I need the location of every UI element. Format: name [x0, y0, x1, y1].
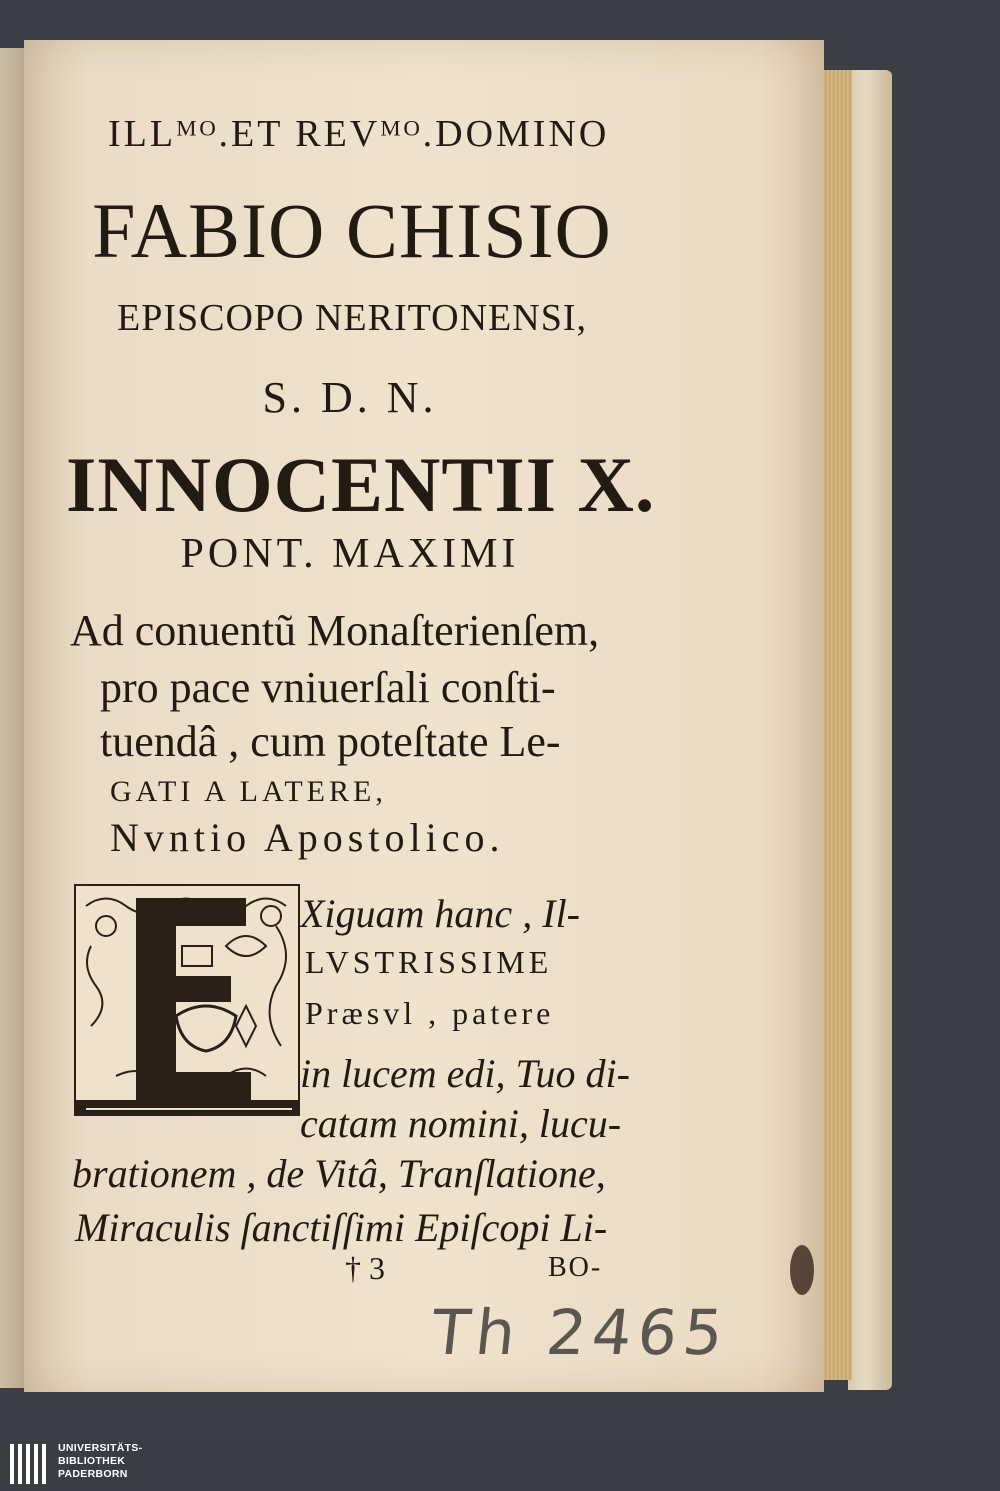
text-line: brationem , de Vitâ, Tranſlatione,: [72, 1151, 606, 1196]
catchword: BO-: [548, 1252, 603, 1283]
woodcut-ornament: [76, 886, 300, 1116]
decorated-initial-e: [74, 884, 300, 1116]
text-line: Xiguam hanc , Il-: [300, 891, 580, 936]
dedicatee-name: FABIO CHISIO: [92, 187, 612, 274]
pont-line: PONT. MAXIMI: [180, 531, 520, 577]
text-line: Præsvl , patere: [305, 995, 555, 1031]
text-line: Miraculis ſanctiſſimi Epiſcopi Li-: [75, 1205, 608, 1250]
dedication-line: tuendâ , cum poteſtate Le-: [100, 717, 561, 766]
page-block-edge: [822, 70, 852, 1380]
text-line: in lucem edi, Tuo di-: [300, 1051, 630, 1096]
ink-stain: [790, 1245, 814, 1295]
sdn-line: S. D. N.: [262, 373, 438, 422]
text-line: catam nomini, lucu-: [300, 1101, 622, 1146]
title-line: EPISCOPO NERITONENSI,: [116, 297, 587, 339]
signature-mark: † 3: [345, 1250, 385, 1286]
heading-line: ILLᴹᴼ.ET REVᴹᴼ.DOMINO: [108, 113, 610, 155]
previous-page-edge: [0, 48, 25, 1388]
book-cover-edge: [848, 70, 892, 1390]
dedication-line: GATI A LATERE,: [110, 775, 387, 808]
shelfmark: Th 2465: [428, 1296, 733, 1369]
text-line: LVSTRISSIME: [305, 944, 553, 980]
logo-line: PADERBORN: [58, 1468, 128, 1480]
dedication-line: Ad conuentũ Monaſterienſem,: [70, 606, 600, 655]
logo-line: BIBLIOTHEK: [58, 1455, 126, 1467]
footer-bar: [0, 1440, 1000, 1491]
library-logo-text: [58, 1442, 142, 1481]
library-logo-icon: [8, 1442, 52, 1486]
pope-name: INNOCENTII X.: [66, 441, 656, 528]
logo-line: UNIVERSITÄTS-: [58, 1442, 143, 1454]
dedication-line: Nvntio Apostolico.: [110, 815, 505, 860]
dedication-line: pro pace vniuerſali conſti-: [100, 663, 556, 712]
